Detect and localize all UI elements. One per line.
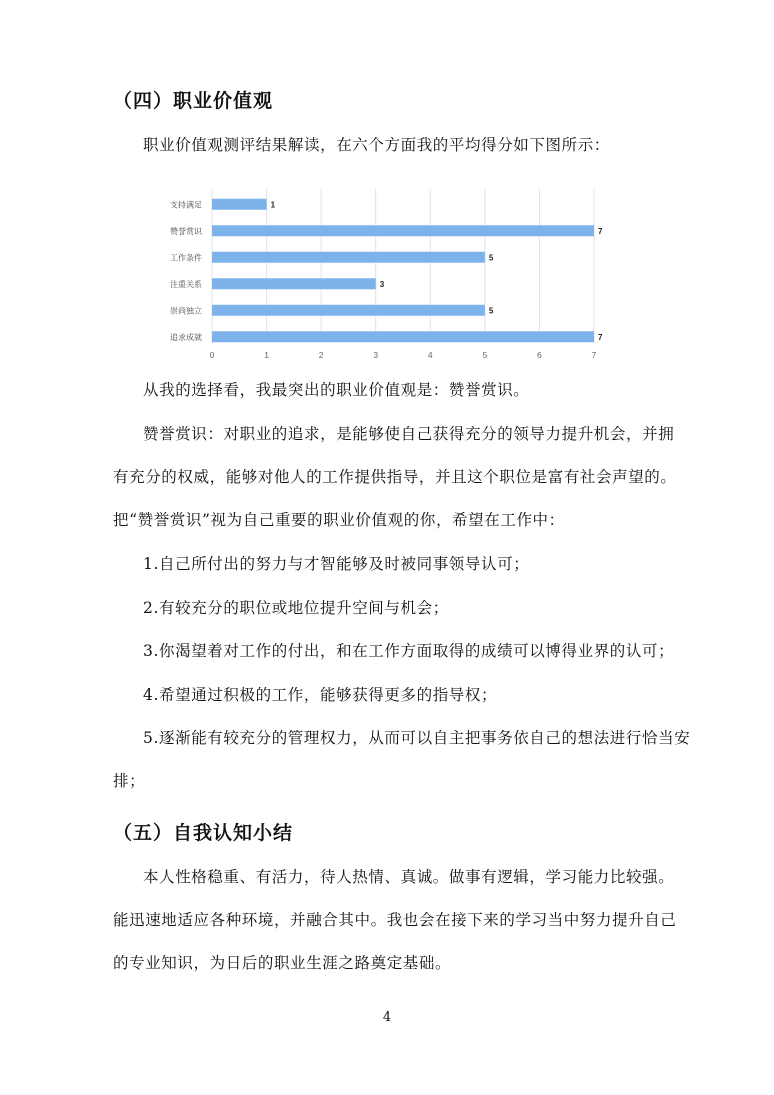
desc-line-3: 把“赞誉赏识”视为自己重要的职业价值观的你，希望在工作中： [113, 511, 565, 529]
x-tick-label: 1 [264, 350, 269, 360]
bar-value-label: 5 [488, 306, 494, 316]
x-tick-label: 7 [591, 350, 597, 360]
bar [212, 278, 376, 289]
desc-line-2: 有充分的权威，能够对他人的工作提供指导，并且这个职位是富有社会声望的。 [113, 468, 677, 486]
y-category-label: 赞誉赏识 [170, 226, 202, 236]
bar-value-label: 3 [379, 279, 385, 289]
page-number: 4 [382, 1010, 392, 1025]
bar-value-label: 1 [270, 200, 276, 210]
bar [212, 199, 267, 210]
bar-value-label: 5 [488, 253, 494, 263]
list-item-5-line-1: 5.逐渐能有较充分的管理权力，从而可以自主把事务依自己的想法进行恰当安 [143, 729, 691, 747]
section4-intro: 职业价值观测评结果解读，在六个方面我的平均得分如下图所示： [143, 136, 610, 154]
summary-line-2: 能迅速地适应各种环境，并融合其中。我也会在接下来的学习当中努力提升自己 [113, 911, 677, 929]
values-bar-chart [160, 183, 610, 363]
x-tick-label: 4 [427, 350, 433, 360]
bar [212, 331, 594, 342]
conclusion-text: 从我的选择看，我最突出的职业价值观是：赞誉赏识。 [143, 381, 530, 399]
x-tick-label: 0 [209, 350, 215, 360]
x-tick-label: 6 [537, 350, 542, 360]
list-item-5-line-2: 排； [113, 772, 146, 790]
y-category-label: 崇尚独立 [170, 306, 202, 316]
desc-line-1: 赞誉赏识：对职业的追求，是能够使自己获得充分的领导力提升机会，并拥 [143, 425, 675, 443]
bar [212, 305, 485, 316]
bar-value-label: 7 [598, 332, 603, 342]
summary-line-1: 本人性格稳重、有活力，待人热情、真诚。做事有逻辑，学习能力比较强。 [143, 868, 675, 886]
x-tick-label: 5 [482, 350, 488, 360]
list-item-2: 2.有较充分的职位或地位提升空间与机会； [143, 599, 449, 617]
bar-value-label: 7 [598, 226, 603, 236]
summary-line-3: 的专业知识，为日后的职业生涯之路奠定基础。 [113, 954, 452, 972]
y-category-label: 工作条件 [170, 253, 202, 263]
y-category-label: 支持满足 [170, 200, 202, 210]
section5-heading: （五）自我认知小结 [113, 822, 294, 844]
list-item-4: 4.希望通过积极的工作，能够获得更多的指导权； [143, 686, 498, 704]
list-item-1: 1.自己所付出的努力与才智能够及时被同事领导认可； [143, 555, 530, 573]
x-tick-label: 3 [373, 350, 379, 360]
section4-heading: （四）职业价值观 [113, 90, 274, 112]
bar [212, 225, 594, 236]
bar [212, 252, 485, 263]
y-category-label: 注重关系 [170, 279, 202, 289]
list-item-3: 3.你渴望着对工作的付出，和在工作方面取得的成绩可以博得业界的认可； [143, 642, 675, 660]
x-tick-label: 2 [318, 350, 324, 360]
y-category-label: 追求成就 [170, 332, 202, 342]
